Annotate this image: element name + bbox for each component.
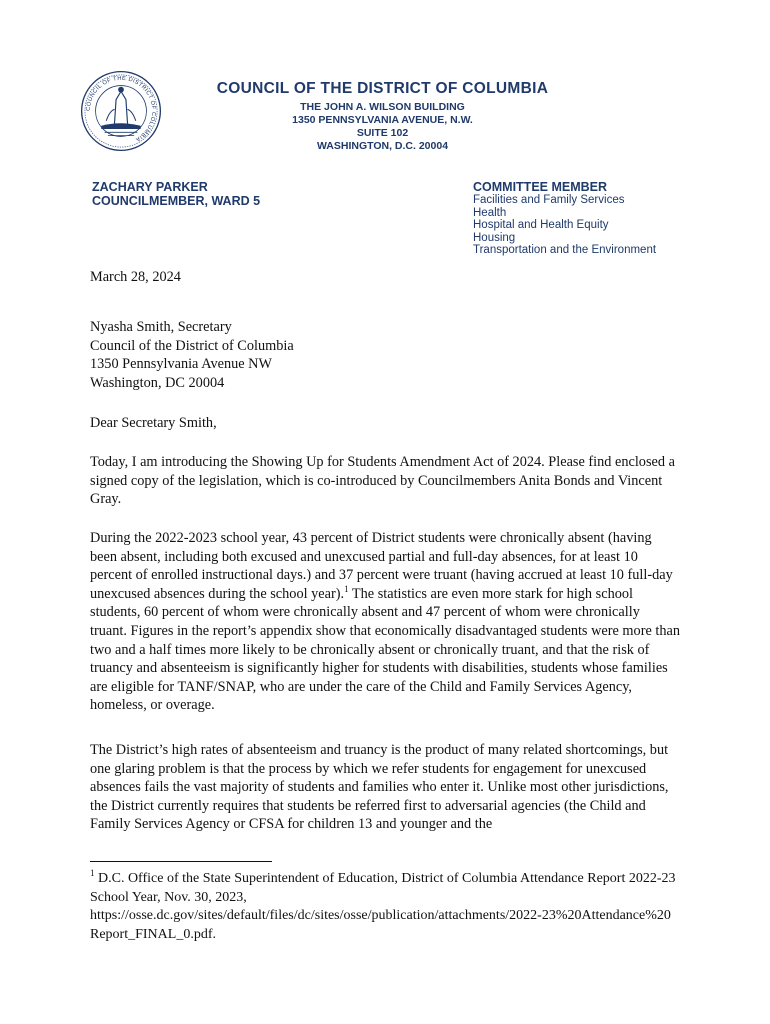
council-name: COUNCIL OF THE DISTRICT OF COLUMBIA bbox=[216, 80, 549, 97]
seal-ring-text: COUNCIL OF THE DISTRICT OF COLUMBIA bbox=[85, 75, 157, 143]
recipient-line: Nyasha Smith, Secretary bbox=[90, 319, 232, 335]
footnote bbox=[90, 870, 680, 944]
footnote-number: 1 bbox=[90, 868, 95, 878]
committee-item: Facilities and Family Services bbox=[473, 194, 625, 206]
committee-item: Transportation and the Environment bbox=[473, 244, 657, 257]
building-name: THE JOHN A. WILSON BUILDING bbox=[300, 101, 465, 113]
suite: SUITE 102 bbox=[356, 127, 409, 139]
salutation: Dear Secretary Smith, bbox=[90, 415, 217, 431]
councilmember-block bbox=[92, 180, 260, 208]
paragraph-intro bbox=[90, 453, 680, 509]
councilmember-name: ZACHARY PARKER bbox=[92, 180, 208, 194]
councilmember-title: COUNCILMEMBER, WARD 5 bbox=[92, 194, 261, 208]
council-seal-logo bbox=[80, 70, 162, 152]
recipient-line: Washington, DC 20004 bbox=[90, 374, 225, 391]
recipient-address bbox=[90, 318, 680, 392]
committee-item: Housing bbox=[473, 231, 516, 244]
committee-item: Health bbox=[473, 206, 507, 219]
paragraph-referral-process bbox=[90, 741, 680, 834]
recipient-line: 1350 Pennsylvania Avenue NW bbox=[90, 356, 272, 373]
paragraph-statistics-text-a: During the 2022-2023 school year, 43 percent of District students were chronically absent (having been absent, including both excused and unexcused partial and full-day absences, for at least 10 percent of enrolled instructional days.) and 37 percent were truant (having accrued at least 10 full-day unexcused absences during the school year). bbox=[90, 530, 673, 602]
paragraph-intro-text: Today, I am introducing the Showing Up for Students Amendment Act of 2024. Please find enclosed a signed copy of the legislation, which is co-introduced by Councilmembers Anita Bonds and Vincent Gray. bbox=[90, 454, 675, 508]
committee-item: Hospital and Health Equity bbox=[473, 219, 609, 232]
paragraph-statistics-text-b: The statistics are even more stark for high school students, 60 percent of whom were chronically absent and 47 percent of whom were chronically truant. Figures in the report’s appendix show that economically disadvantaged students were more than two and a half times more likely to be chronically absent or chronically truant, and that the risk of truancy and absenteeism is significantly higher for students with disabilities, students whose families are eligible for TANF/SNAP, who are under the care of the Child and Family Services Agency, homeless, or overage. bbox=[90, 585, 680, 714]
committee-heading: COMMITTEE MEMBER bbox=[473, 180, 608, 194]
recipient-line: Council of the District of Columbia bbox=[90, 337, 294, 354]
council-header bbox=[210, 80, 555, 153]
footnote-url-link[interactable]: https://osse.dc.gov/sites/default/files/dc/sites/osse/publication/attachments/2022-23%20Attendance%20Report_FINAL_0.pdf. bbox=[90, 908, 671, 942]
footnote-reference: 1 bbox=[344, 583, 349, 594]
letter-date: March 28, 2024 bbox=[90, 269, 181, 285]
paragraph-statistics bbox=[90, 529, 680, 715]
paragraph-referral-process-text: The District’s high rates of absenteeism and truancy is the product of many related shortcomings, but one glaring problem is that the process by which we refer students for engagement for unexcused absences fails the vast majority of students and families who enter it. Unlike most other jurisdictions, the District currently requires that students be referred first to adversarial agencies (the Child and Family Services Agency or CFSA for children 13 and younger and the bbox=[90, 742, 669, 833]
footnote-divider bbox=[90, 861, 272, 862]
footnote-text: D.C. Office of the State Superintendent of Education, District of Columbia Attendance Report 2022-23 School Year, Nov. 30, 2023, bbox=[90, 871, 676, 905]
city-state-zip: WASHINGTON, D.C. 20004 bbox=[316, 140, 449, 152]
committee-block bbox=[473, 180, 656, 257]
street-address: 1350 PENNSYLVANIA AVENUE, N.W. bbox=[292, 114, 473, 126]
